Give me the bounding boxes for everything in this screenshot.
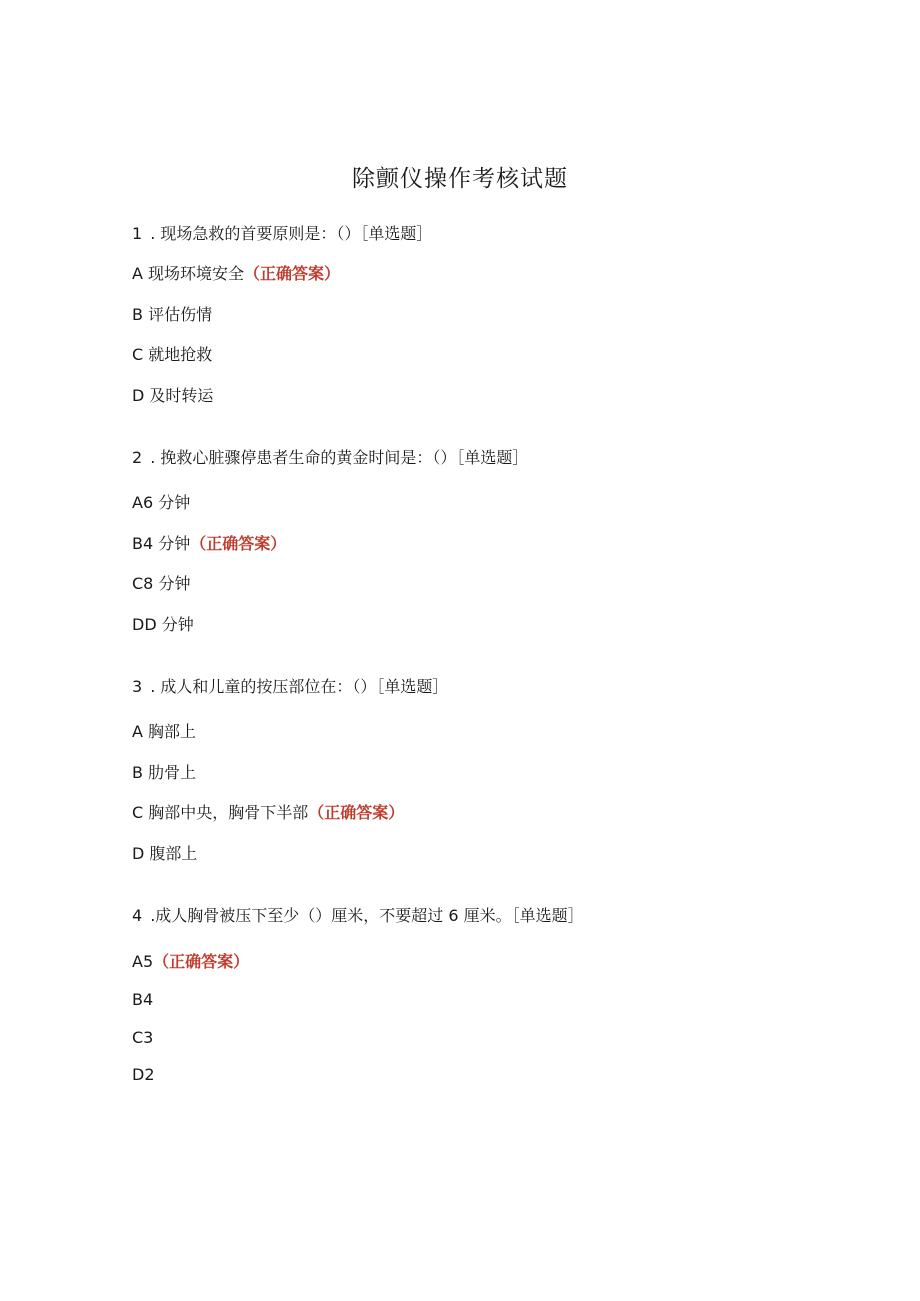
option-label: A6 分钟 [132,493,191,512]
option-label: C3 [132,1028,154,1047]
page-title: 除颤仪操作考核试题 [352,166,568,192]
option-3c[interactable] [132,801,404,825]
question-text: . 成人和儿童的按压部位在：（）［单选题］ [150,677,449,696]
option-3b[interactable] [132,761,196,785]
option-2d[interactable] [132,613,194,637]
question-1 [132,222,432,246]
option-label: D 及时转运 [132,386,214,405]
option-label: C 胸部中央，胸骨下半部 [132,803,309,822]
option-2c[interactable] [132,572,190,596]
correct-answer-tag: （正确答案） [244,264,341,283]
question-text: . 现场急救的首要原则是：（）［单选题］ [150,224,433,243]
question-3 [132,675,448,699]
option-4a[interactable] [132,950,249,974]
question-text: . 挽救心脏骤停患者生命的黄金时间是：（）［单选题］ [150,448,529,467]
option-1c[interactable] [132,343,212,367]
question-4 [132,904,584,928]
option-label: B 评估伤情 [132,305,213,324]
option-label: DD 分钟 [132,615,194,634]
correct-answer-tag: （正确答案） [190,534,287,553]
option-label: D 腹部上 [132,844,198,863]
question-number: 3 [132,677,143,696]
option-2a[interactable] [132,491,190,515]
option-label: B4 分钟 [132,534,191,553]
option-2b[interactable] [132,532,286,556]
option-1a[interactable] [132,262,340,286]
question-number: 4 [132,906,143,925]
question-text: .成人胸骨被压下至少（）厘米，不要超过 6 厘米。［单选题］ [150,906,584,925]
option-label: A5 [132,952,154,971]
option-label: D2 [132,1065,155,1084]
option-4b[interactable] [132,988,153,1012]
question-2 [132,446,528,470]
question-number: 1 [132,224,143,243]
option-3a[interactable] [132,720,196,744]
option-label: A 胸部上 [132,722,197,741]
question-number: 2 [132,448,143,467]
option-1d[interactable] [132,384,213,408]
option-label: B4 [132,990,154,1009]
option-label: A 现场环境安全 [132,264,245,283]
option-label: C8 分钟 [132,574,191,593]
correct-answer-tag: （正确答案） [153,952,250,971]
option-label: B 肋骨上 [132,763,197,782]
option-4d[interactable] [132,1063,155,1087]
option-label: C 就地抢救 [132,345,213,364]
option-4c[interactable] [132,1026,153,1050]
correct-answer-tag: （正确答案） [308,803,405,822]
option-1b[interactable] [132,303,212,327]
option-3d[interactable] [132,842,197,866]
